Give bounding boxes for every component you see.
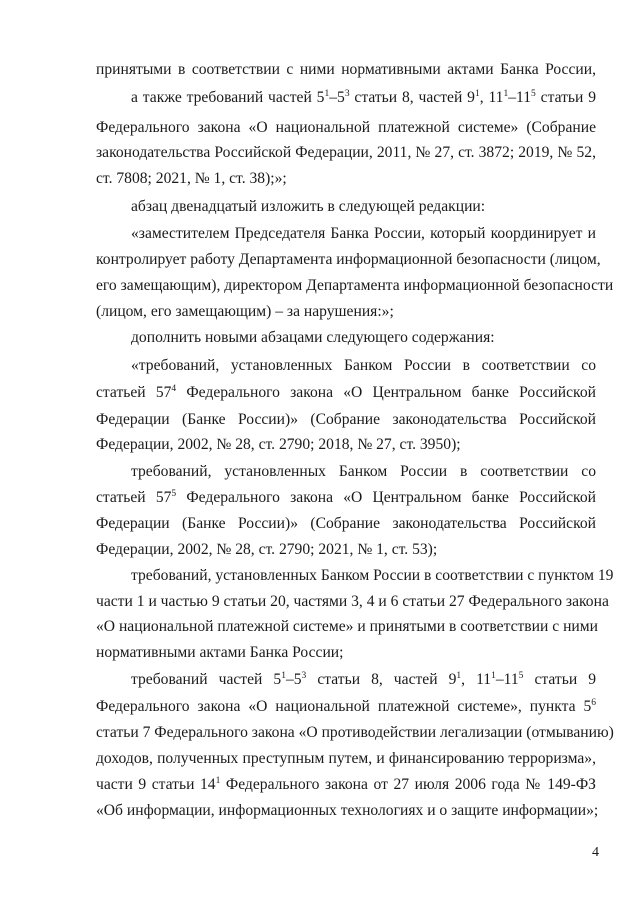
text-line xyxy=(96,775,596,795)
text-line xyxy=(131,566,614,586)
text-segment: статьи 8, частей 9 xyxy=(349,89,475,106)
page-number: 4 xyxy=(592,845,599,860)
text-segment: статьи 7 Федерального закона «О противодействии легализации (отмыванию) xyxy=(96,724,614,741)
text-segment: статьей 57 xyxy=(96,489,172,506)
text-line xyxy=(96,488,596,508)
text-line xyxy=(96,169,596,189)
text-line xyxy=(96,643,596,663)
superscript: 1 xyxy=(215,776,221,786)
text-segment: Федерации (Банке России)» (Собрание законодательства Российской xyxy=(96,411,596,428)
text-line xyxy=(96,617,596,637)
text-line xyxy=(131,328,596,348)
text-line xyxy=(96,276,614,296)
text-segment: Федерального закона от 27 июля 2006 года № 149-ФЗ xyxy=(220,776,596,793)
text-segment: , 11 xyxy=(479,89,504,106)
superscript: 1 xyxy=(491,671,496,681)
text-segment: доходов, полученных преступным путем, и финансированию терроризма», xyxy=(96,750,596,767)
text-segment: принятыми в соответствии с ними нормативными актами Банка России, xyxy=(96,61,596,78)
text-segment: статьи 9 xyxy=(535,89,597,106)
text-segment: Федерального закона «О национальной платежной системе» (Собрание xyxy=(96,119,596,136)
text-segment: нормативными актами Банка России; xyxy=(96,644,344,661)
text-segment: требований частей 5 xyxy=(131,671,282,688)
text-segment: части 1 и частью 9 статьи 20, частями 3, 4 и 6 статьи 27 Федерального закона xyxy=(96,593,609,610)
text-segment: его замещающим), директором Департамента информационной безопасности xyxy=(96,277,614,294)
text-segment: Федерального закона «О национальной платежной системе», пункта 5 xyxy=(96,698,592,715)
text-segment: части 9 статьи 14 xyxy=(96,776,216,793)
text-segment: а также требований частей 5 xyxy=(131,89,325,106)
text-segment: Федерации, 2002, № 28, ст. 2790; 2021, № 1, ст. 53); xyxy=(96,541,438,558)
text-segment: требований, установленных Банком России в соответствии со xyxy=(131,463,596,480)
text-line xyxy=(96,302,596,322)
text-line xyxy=(96,514,596,534)
text-segment: «О национальной платежной системе» и принятыми в соответствии с ними xyxy=(96,618,598,635)
text-segment: –11 xyxy=(508,89,532,106)
text-line xyxy=(96,592,609,612)
text-line xyxy=(96,410,596,430)
text-line xyxy=(96,143,596,163)
superscript: 5 xyxy=(518,671,524,681)
text-segment: контролирует работу Департамента информационной безопасности (лицом, xyxy=(96,251,601,268)
text-segment: Федерального закона «О Центральном банке Российской xyxy=(176,489,596,506)
text-line xyxy=(131,462,596,482)
superscript: 5 xyxy=(531,89,536,99)
superscript: 1 xyxy=(503,89,509,99)
text-line xyxy=(96,118,596,138)
text-line xyxy=(96,540,596,560)
text-line xyxy=(131,88,596,108)
text-line xyxy=(96,60,596,80)
text-line xyxy=(131,670,596,690)
superscript: 1 xyxy=(281,671,286,681)
superscript: 1 xyxy=(456,671,462,681)
superscript: 3 xyxy=(301,671,307,681)
text-segment: абзац двенадцатый изложить в следующей редакции: xyxy=(131,198,486,215)
text-segment: законодательства Российской Федерации, 2011, № 27, ст. 3872; 2019, № 52, xyxy=(96,144,596,161)
text-segment: Федерации, 2002, № 28, ст. 2790; 2018, № 27, ст. 3950); xyxy=(96,436,461,453)
superscript: 3 xyxy=(344,89,350,99)
text-segment: «Об информации, информационных технологиях и о защите информации»; xyxy=(96,802,599,819)
text-segment: , 11 xyxy=(461,671,492,688)
text-line xyxy=(96,801,599,821)
text-segment: требований, установленных Банком России в соответствии с пунктом 19 xyxy=(131,567,614,584)
superscript: 4 xyxy=(171,384,177,394)
text-segment: статьей 57 xyxy=(96,384,172,401)
text-segment: ст. 7808; 2021, № 1, ст. 38);»; xyxy=(96,170,287,187)
text-line xyxy=(131,197,596,217)
text-segment: –5 xyxy=(329,89,345,106)
text-segment: –11 xyxy=(495,671,519,688)
text-segment: (лицом, его замещающим) – за нарушения:»; xyxy=(96,303,394,320)
text-segment: статьи 8, частей 9 xyxy=(306,671,457,688)
superscript: 1 xyxy=(324,89,330,99)
text-segment: дополнить новыми абзацами следующего содержания: xyxy=(131,329,495,346)
superscript: 6 xyxy=(591,698,596,708)
text-line xyxy=(131,356,596,376)
text-line xyxy=(96,749,596,769)
text-line xyxy=(96,435,596,455)
text-segment: Федерации (Банке России)» (Собрание законодательства Российской xyxy=(96,515,596,532)
text-segment: –5 xyxy=(285,671,302,688)
text-segment: «заместителем Председателя Банка России, который координирует и xyxy=(131,225,596,242)
text-segment: «требований, установленных Банком России в соответствии со xyxy=(131,357,596,374)
text-segment: Федерального закона «О Центральном банке Российской xyxy=(176,384,596,401)
text-line xyxy=(96,697,596,717)
superscript: 1 xyxy=(474,89,480,99)
text-line xyxy=(96,383,596,403)
text-line xyxy=(131,224,596,244)
superscript: 5 xyxy=(171,489,177,499)
text-line xyxy=(96,250,601,270)
text-line xyxy=(96,723,614,743)
text-segment: статьи 9 xyxy=(523,671,596,688)
